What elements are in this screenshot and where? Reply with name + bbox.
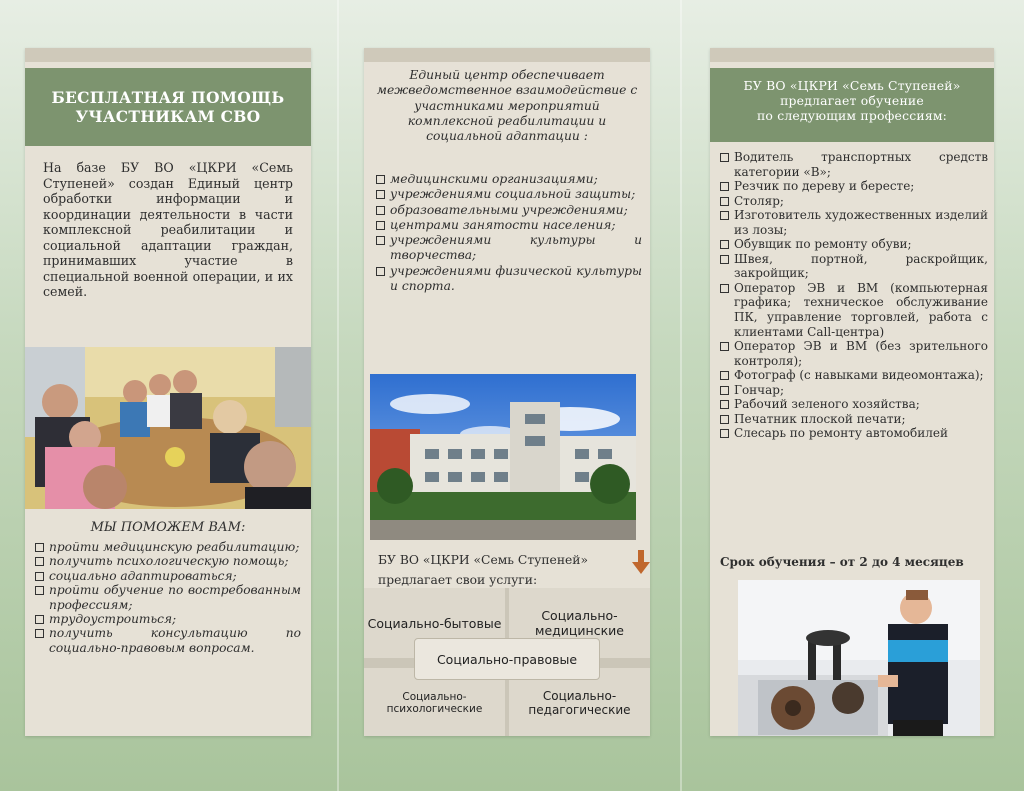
checkbox-icon	[35, 629, 44, 638]
list-item-text: Резчик по дереву и бересте;	[734, 179, 915, 194]
professions-list	[720, 150, 988, 441]
checkbox-icon	[376, 190, 385, 199]
group-photo	[25, 347, 311, 509]
checkbox-icon	[720, 371, 729, 380]
list-item-text: Оператор ЭВ и ВМ (без зрительного контроля);	[734, 339, 988, 368]
list-item-text: Швея, портной, раскройщик, закройщик;	[734, 251, 988, 281]
list-item	[720, 194, 988, 209]
list-item-text: учреждениями культуры и творчества;	[390, 233, 642, 263]
panel1-title	[25, 68, 311, 146]
list-item	[720, 368, 988, 383]
list-item	[35, 626, 301, 655]
list-item-text: учреждениями физической культуры и спорта.	[390, 263, 642, 294]
checkbox-icon	[720, 211, 729, 220]
checkbox-icon	[720, 197, 729, 206]
service-social-pedagogical: Социально-педагогические	[509, 668, 650, 736]
list-item-text: пройти медицинскую реабилитацию;	[49, 540, 300, 554]
list-item-text: Водитель транспортных средств категории «В»;	[734, 150, 988, 179]
checkbox-icon	[720, 400, 729, 409]
list-item-text: трудоустроиться;	[49, 612, 177, 627]
help-title: МЫ ПОМОЖЕМ ВАМ:	[90, 520, 246, 535]
checkbox-icon	[35, 557, 44, 566]
checkbox-icon	[720, 182, 729, 191]
list-item-text: Печатник плоской печати;	[734, 411, 906, 426]
fold-line-right	[680, 0, 682, 791]
checkbox-icon	[35, 572, 44, 581]
list-item	[376, 172, 642, 187]
list-item-text: Гончар;	[734, 382, 784, 397]
list-item	[720, 281, 988, 339]
list-item	[376, 233, 642, 264]
panel-middle	[364, 48, 650, 736]
service-social-household: Социально-бытовые	[364, 588, 505, 658]
list-item	[35, 583, 301, 612]
list-item	[720, 208, 988, 237]
service-social-medical: Социально-медицинские	[509, 588, 650, 658]
panel1-title-line2: УЧАСТНИКАМ СВО	[75, 107, 261, 126]
offer-line1: БУ ВО «ЦКРИ «Семь Ступеней»	[378, 553, 589, 567]
panel3-title-line3: по следующим профессиям:	[756, 108, 948, 123]
list-item	[720, 339, 988, 368]
service-social-psychological: Социально-психологические	[364, 668, 505, 736]
checkbox-icon	[720, 284, 729, 293]
panel1-title-line1: БЕСПЛАТНАЯ ПОМОЩЬ	[51, 88, 285, 107]
list-item	[35, 612, 301, 626]
list-item	[720, 150, 988, 179]
list-item-text: социально адаптироваться;	[49, 568, 237, 583]
list-item-text: Изготовитель художественных изделий из лозы;	[734, 208, 988, 237]
checkbox-icon	[376, 221, 385, 230]
list-item-text: получить консультацию по социально-правовым вопросам.	[49, 626, 301, 655]
checkbox-icon	[720, 415, 729, 424]
checkbox-icon	[720, 153, 729, 162]
list-item	[720, 397, 988, 412]
list-item-text: образовательными учреждениями;	[390, 202, 628, 217]
list-item-text: Слесарь по ремонту автомобилей	[734, 426, 948, 441]
checkbox-icon	[35, 615, 44, 624]
list-item-text: пройти обучение по востребованным профессиям;	[49, 583, 301, 612]
building-photo	[370, 374, 636, 540]
panel3-title-line2: предлагает обучение	[780, 93, 924, 108]
list-item	[720, 237, 988, 252]
list-item-text: Оператор ЭВ и ВМ (компьютерная графика; техническое обслуживание ПК, управление торговлей, работа с клиентами Call-центра)	[734, 280, 988, 339]
panel-right	[710, 48, 994, 736]
offer-line2: предлагает свои услуги:	[378, 573, 538, 587]
list-item	[720, 426, 988, 441]
list-item-text: Обувщик по ремонту обуви;	[734, 237, 912, 252]
service-social-legal: Социально-правовые	[414, 638, 600, 680]
list-item-text: медицинскими организациями;	[390, 172, 598, 186]
list-item-text: Столяр;	[734, 193, 784, 208]
checkbox-icon	[720, 342, 729, 351]
list-item	[720, 252, 988, 281]
list-item	[720, 179, 988, 194]
training-duration: Срок обучения – от 2 до 4 месяцев	[720, 555, 964, 569]
checkbox-icon	[720, 429, 729, 438]
panel-left	[25, 48, 311, 736]
list-item-text: получить психологическую помощь;	[49, 554, 289, 569]
fold-line-left	[337, 0, 339, 791]
services-grid	[364, 588, 650, 736]
list-item-text: Рабочий зеленого хозяйства;	[734, 397, 920, 412]
panel3-title	[710, 68, 994, 142]
list-item	[720, 412, 988, 427]
checkbox-icon	[376, 175, 385, 184]
workshop-photo	[738, 580, 980, 736]
list-item-text: Фотограф (с навыками видеомонтажа);	[734, 368, 984, 383]
panel1-intro: На базе БУ ВО «ЦКРИ «Семь Ступеней» создан Единый центр обработки информации и координации деятельности в части комплексной реабилитации и социальной адаптации граждан, принимавших участие в специальной военной операции, и их семей.	[43, 160, 293, 299]
panel2-intro: Единый центр обеспечивает межведомственное взаимодействие с участниками мероприятий комплексной реабилитации и социальной адаптации :	[376, 68, 638, 144]
list-item	[35, 540, 301, 554]
help-list	[35, 540, 301, 655]
list-item	[35, 554, 301, 568]
list-item	[376, 187, 642, 202]
list-item	[376, 203, 642, 218]
checkbox-icon	[35, 543, 44, 552]
checkbox-icon	[35, 586, 44, 595]
list-item	[376, 264, 642, 295]
list-item	[720, 383, 988, 398]
checkbox-icon	[376, 267, 385, 276]
panel3-title-line1: БУ ВО «ЦКРИ «Семь Ступеней»	[743, 78, 961, 93]
list-item	[376, 218, 642, 233]
partners-list	[376, 172, 642, 294]
list-item-text: учреждениями социальной защиты;	[390, 187, 636, 202]
checkbox-icon	[720, 386, 729, 395]
checkbox-icon	[376, 206, 385, 215]
list-item-text: центрами занятости населения;	[390, 217, 616, 232]
offer-text	[378, 550, 638, 590]
arrow-down-icon	[632, 550, 650, 574]
checkbox-icon	[720, 255, 729, 264]
checkbox-icon	[720, 240, 729, 249]
checkbox-icon	[376, 236, 385, 245]
list-item	[35, 569, 301, 583]
